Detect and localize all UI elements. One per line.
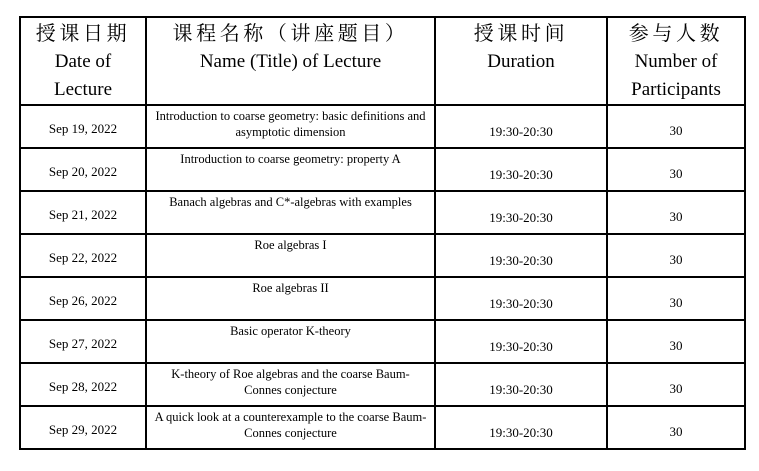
- column-header-title: [146, 17, 435, 105]
- lecture-title-cell: Roe algebras I: [146, 234, 435, 277]
- duration-cell: 19:30-20:30: [435, 234, 607, 277]
- lecture-title-cell: K-theory of Roe algebras and the coarse Baum-Connes conjecture: [146, 363, 435, 406]
- duration-cell: 19:30-20:30: [435, 148, 607, 191]
- participants-count-cell: 30: [607, 277, 745, 320]
- table-row: [20, 406, 745, 449]
- header-chinese-label: 授课日期: [35, 23, 131, 45]
- table-row: [20, 148, 745, 191]
- duration-cell: 19:30-20:30: [435, 363, 607, 406]
- participants-count-cell: 30: [607, 191, 745, 234]
- duration-cell: 19:30-20:30: [435, 191, 607, 234]
- lecture-date-cell: Sep 27, 2022: [20, 320, 146, 363]
- lecture-title-cell: A quick look at a counterexample to the coarse Baum-Connes conjecture: [146, 406, 435, 449]
- column-header-duration: [435, 17, 607, 105]
- lecture-title-cell: Roe algebras II: [146, 277, 435, 320]
- header-english-label: Date of: [54, 51, 112, 72]
- lecture-date-cell: Sep 22, 2022: [20, 234, 146, 277]
- lecture-date-cell: Sep 29, 2022: [20, 406, 146, 449]
- column-header-participants: [607, 17, 745, 105]
- lecture-date-cell: Sep 26, 2022: [20, 277, 146, 320]
- table-row: [20, 105, 745, 148]
- table-row: [20, 277, 745, 320]
- table-row: [20, 363, 745, 406]
- header-english-label: Participants: [631, 79, 721, 100]
- header-chinese-label: 课程名称（讲座题目）: [172, 23, 409, 45]
- duration-cell: 19:30-20:30: [435, 277, 607, 320]
- lecture-title-cell: Banach algebras and C*-algebras with examples: [146, 191, 435, 234]
- lecture-date-cell: Sep 21, 2022: [20, 191, 146, 234]
- participants-count-cell: 30: [607, 363, 745, 406]
- table-row: [20, 191, 745, 234]
- header-chinese-label: 授课时间: [473, 23, 569, 45]
- lecture-date-cell: Sep 28, 2022: [20, 363, 146, 406]
- participants-count-cell: 30: [607, 320, 745, 363]
- lecture-date-cell: Sep 20, 2022: [20, 148, 146, 191]
- participants-count-cell: 30: [607, 148, 745, 191]
- lecture-schedule-table: [19, 16, 746, 450]
- duration-cell: 19:30-20:30: [435, 105, 607, 148]
- participants-count-cell: 30: [607, 406, 745, 449]
- header-english-label: Name (Title) of Lecture: [199, 51, 382, 72]
- lecture-date-cell: Sep 19, 2022: [20, 105, 146, 148]
- header-english-label: Number of: [634, 51, 718, 72]
- header-row: [20, 17, 745, 105]
- header-english-label: Lecture: [53, 79, 112, 100]
- table-row: [20, 234, 745, 277]
- duration-cell: 19:30-20:30: [435, 320, 607, 363]
- lecture-title-cell: Introduction to coarse geometry: basic definitions and asymptotic dimension: [146, 105, 435, 148]
- header-english-label: Duration: [487, 51, 555, 72]
- lecture-title-cell: Basic operator K-theory: [146, 320, 435, 363]
- column-header-date: [20, 17, 146, 105]
- duration-cell: 19:30-20:30: [435, 406, 607, 449]
- participants-count-cell: 30: [607, 105, 745, 148]
- table-row: [20, 320, 745, 363]
- header-chinese-label: 参与人数: [628, 23, 724, 45]
- table-header: [20, 17, 745, 105]
- participants-count-cell: 30: [607, 234, 745, 277]
- lecture-title-cell: Introduction to coarse geometry: property A: [146, 148, 435, 191]
